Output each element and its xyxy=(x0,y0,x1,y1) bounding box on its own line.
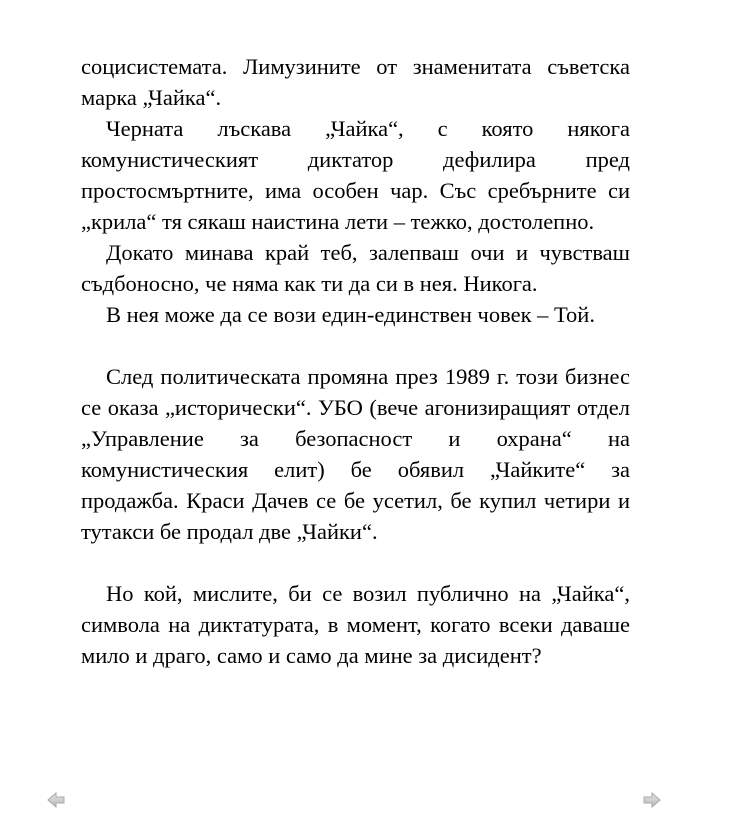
paragraph-4: В нея може да се вози един-единствен човек – Той. xyxy=(106,302,595,327)
paragraph-2: Черната лъскава „Чайка“, с която някога комунистическият диктатор дефилира пред простосмъртните, има особен чар. Със сребърните си „крила“ тя сякаш наистина лети – тежко, достолепно. xyxy=(81,116,630,234)
paragraph-5: След политическата промяна през 1989 г. този бизнес се оказа „исторически“. УБО (вече агонизиращият отдел „Управление за безопасност и охрана“ на комунистическия елит) бе обявил „Чайките“ за продажба. Краси Дачев се бе усетил, бе купил четири и тутакси бе продал две „Чайки“. xyxy=(81,364,630,544)
left-arrow-icon xyxy=(46,790,66,810)
previous-page-button[interactable] xyxy=(46,790,66,810)
paragraph-1: социсистемата. Лимузините от знаменитата съветска марка „Чайка“. xyxy=(81,54,630,110)
document-page xyxy=(81,51,630,671)
paragraph-6: Но кой, мислите, би се возил публично на „Чайка“, символа на диктатурата, в момент, когато всеки даваше мило и драго, само и само да мине за дисидент? xyxy=(81,581,630,668)
next-page-button[interactable] xyxy=(642,790,662,810)
paragraph-3: Докато минава край теб, залепваш очи и чувстваш съдбоносно, че няма как ти да си в нея. Никога. xyxy=(81,240,630,296)
right-arrow-icon xyxy=(642,790,662,810)
